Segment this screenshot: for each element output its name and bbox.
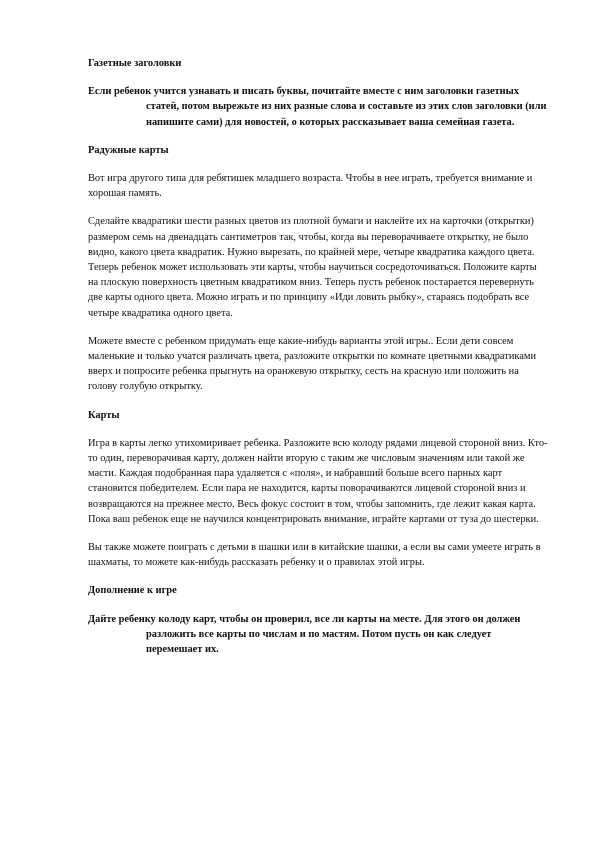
heading-newspaper-headlines: Газетные заголовки <box>88 58 182 69</box>
paragraph-rainbow-rules: Сделайте квадратики шести разных цветов из плотной бумаги и наклейте их на карточки (открытки) размером семь на двенадцать сантиметров так, чтобы, когда вы переворачиваете открытку, не было видно, какого цвета квадратик. Нужно вырезать, по крайней мере, четыре квадратика каждого цвета. Теперь ребенок может использовать эти карты, чтобы научиться сосредоточиваться. Положите карты на плоскую поверхность цветным квадратиком вниз. Теперь пусть ребенок постарается перевернуть две карты одного цвета. Можно играть и по принципу «Иди ловить рыбку», стараясь подобрать все четыре квадратика одного цвета. <box>88 216 537 319</box>
document-body <box>88 56 548 657</box>
paragraph-cards-checkers: Вы также можете поиграть с детьми в шашки или в китайские шашки, а если вы сами умеете играть в шахматы, то можете как-нибудь рассказать ребенку и о правилах этой игры. <box>88 542 541 569</box>
paragraph-newspaper-headlines: Если ребенок учится узнавать и писать буквы, почитайте вместе с ним заголовки газетных статей, потом вырежьте из них разные слова и составьте из этих слов заголовки (или напишите сами) для новостей, о которых рассказывает ваша семейная газета. <box>88 86 547 128</box>
heading-cards: Карты <box>88 409 120 421</box>
paragraph-rainbow-variants: Можете вместе с ребенком придумать еще какие-нибудь варианты этой игры.. Если дети совсем маленькие и только учатся различать цвета, разложите открытки по комнате цветными квадратиками вверх и попросите ребенка прыгнуть на оранжевую открытку, сесть на красную или положить на голову голубую открытку. <box>88 335 537 393</box>
heading-game-addition: Дополнение к игре <box>88 585 177 597</box>
paragraph-cards-rules: Игра в карты легко утихомиривает ребенка. Разложите всю колоду рядами лицевой стороной вниз. Кто-то один, переворачивая карту, должен найти вторую с таким же числовым значениям или такой же масти. Каждая подобранная пара удаляется с «поля», и набравший больше всего парных карт становится победителем. Если пара не находится, карты поворачиваются лицевой стороной вниз и возвращаются на прежнее место. Весь фокус состоит в том, чтобы запомнить, где лежит какая карта. Пока ваш ребенок еще не научился концентрировать внимание, играйте картами от туза до шестерки. <box>88 437 548 525</box>
paragraph-game-addition: Дайте ребенку колоду карт, чтобы он проверил, все ли карты на месте. Для этого он должен разложить все карты по числам и по мастям. Потом пусть он как следует перемешает их. <box>88 613 521 656</box>
heading-rainbow-cards: Радужные карты <box>88 144 169 156</box>
paragraph-rainbow-intro: Вот игра другого типа для ребятишек младшего возраста. Чтобы в нее играть, требуется внимание и хорошая память. <box>88 173 533 200</box>
